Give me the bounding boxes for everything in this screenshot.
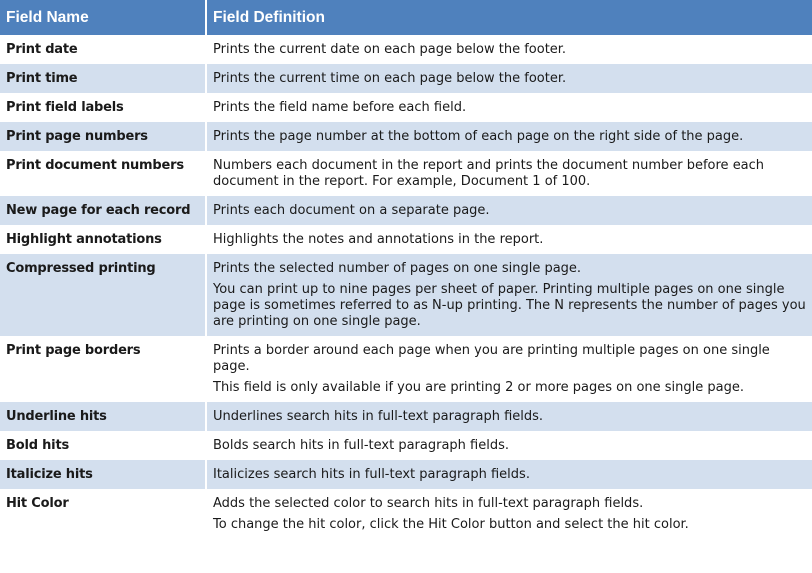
field-definition: [206, 431, 812, 460]
field-definition: [206, 336, 812, 402]
definition-text: Prints the current date on each page below the footer.: [213, 42, 567, 57]
definition-text: Prints the field name before each field.: [213, 100, 467, 115]
table-row: [0, 35, 812, 64]
definition-text: Bolds search hits in full-text paragraph fields.: [213, 438, 509, 453]
header-row: [0, 0, 812, 35]
header-field-definition: Field Definition: [206, 0, 812, 35]
table-row: [0, 402, 812, 431]
table-row: [0, 122, 812, 151]
table-row: [0, 64, 812, 93]
field-name: Print date: [0, 35, 206, 64]
field-name: Bold hits: [0, 431, 206, 460]
table-row: [0, 489, 812, 539]
field-definition: [206, 35, 812, 64]
definition-text: Underlines search hits in full-text paragraph fields.: [213, 409, 544, 424]
table-row: [0, 196, 812, 225]
field-definition: [206, 489, 812, 539]
table-row: [0, 151, 812, 196]
field-definition: [206, 402, 812, 431]
field-definition: [206, 122, 812, 151]
field-definition: [206, 93, 812, 122]
definition-text: Numbers each document in the report and prints the document number before each document in the report. For example, Document 1 of 100.: [213, 158, 765, 189]
definition-note: To change the hit color, click the Hit Color button and select the hit color.: [213, 517, 689, 532]
definition-text: Adds the selected color to search hits in full-text paragraph fields.: [213, 496, 644, 511]
definition-text: Prints the current time on each page below the footer.: [213, 71, 567, 86]
field-name: Hit Color: [0, 489, 206, 539]
field-name: Print document numbers: [0, 151, 206, 196]
field-name: Underline hits: [0, 402, 206, 431]
header-field-name: Field Name: [0, 0, 206, 35]
definition-text: Prints the selected number of pages on one single page.: [213, 261, 582, 276]
table-row: [0, 460, 812, 489]
field-name: Print page numbers: [0, 122, 206, 151]
table-row: [0, 336, 812, 402]
definition-text: Prints each document on a separate page.: [213, 203, 490, 218]
field-definition: [206, 225, 812, 254]
definition-text: Prints the page number at the bottom of each page on the right side of the page.: [213, 129, 744, 144]
definition-text: Italicizes search hits in full-text paragraph fields.: [213, 467, 530, 482]
field-name: Italicize hits: [0, 460, 206, 489]
table-row: [0, 93, 812, 122]
table-row: [0, 431, 812, 460]
table-row: [0, 225, 812, 254]
definition-text: Prints a border around each page when you are printing multiple pages on one single page.: [213, 343, 770, 374]
field-name: New page for each record: [0, 196, 206, 225]
definition-text: Highlights the notes and annotations in the report.: [213, 232, 544, 247]
field-definition: [206, 64, 812, 93]
field-definition: [206, 151, 812, 196]
field-name: Print page borders: [0, 336, 206, 402]
field-name: Print field labels: [0, 93, 206, 122]
definition-note: This field is only available if you are printing 2 or more pages on one single page.: [213, 380, 744, 395]
field-name: Print time: [0, 64, 206, 93]
table-row: [0, 254, 812, 336]
field-definition: [206, 254, 812, 336]
definition-note: You can print up to nine pages per sheet of paper. Printing multiple pages on one single page is sometimes referred to as N-up printing. The N represents the number of pages you are printing on one single page.: [213, 282, 806, 329]
field-name: Compressed printing: [0, 254, 206, 336]
field-name: Highlight annotations: [0, 225, 206, 254]
field-definition: [206, 460, 812, 489]
field-definition: [206, 196, 812, 225]
